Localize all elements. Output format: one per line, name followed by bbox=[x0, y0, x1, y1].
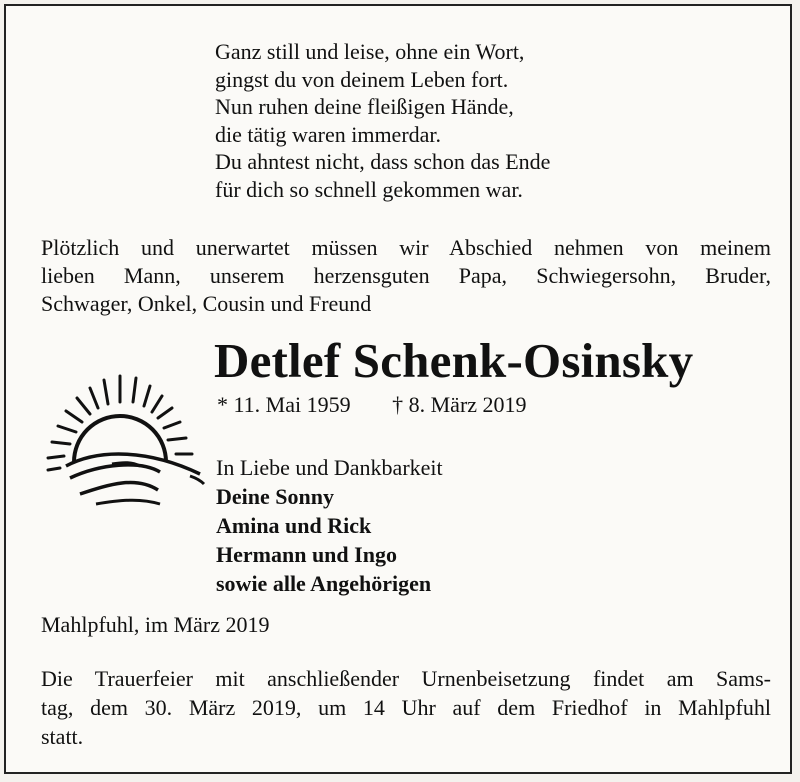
intro-text bbox=[41, 234, 771, 318]
intro-line: Plötzlich und unerwartet müssen wir Abschied nehmen von meinem bbox=[41, 235, 771, 260]
place-date: Mahlpfuhl, im März 2019 bbox=[41, 612, 270, 637]
mourner-name: sowie alle Angehörigen bbox=[216, 571, 432, 596]
life-dates bbox=[217, 392, 527, 418]
poem-line: für dich so schnell gekommen war. bbox=[215, 176, 523, 202]
funeral-service-text bbox=[41, 664, 771, 751]
service-line: tag, dem 30. März 2019, um 14 Uhr auf dem Friedhof in Mahlpfuhl bbox=[41, 695, 771, 720]
service-line: statt. bbox=[41, 724, 84, 749]
poem-line: die tätig waren immerdar. bbox=[215, 121, 442, 147]
intro-line: Schwager, Onkel, Cousin und Freund bbox=[41, 291, 372, 316]
mourner-name: Hermann und Ingo bbox=[216, 542, 397, 567]
poem-line: Nun ruhen deine fleißigen Hände, bbox=[215, 94, 514, 119]
mourners bbox=[216, 453, 443, 598]
greeting: In Liebe und Dankbarkeit bbox=[216, 455, 443, 480]
mourner-name: Deine Sonny bbox=[216, 484, 334, 509]
poem-line: Ganz still und leise, ohne ein Wort, bbox=[215, 39, 525, 64]
poem-line: gingst du von deinem Leben fort. bbox=[215, 66, 509, 92]
service-line: Die Trauerfeier mit anschließender Urnenbeisetzung findet am Sams- bbox=[41, 666, 771, 691]
poem-line: Du ahntest nicht, dass schon das Ende bbox=[215, 149, 551, 174]
deceased-name: Detlef Schenk-Osinsky bbox=[214, 333, 694, 388]
death-date: † 8. März 2019 bbox=[392, 392, 527, 417]
obituary-frame bbox=[4, 4, 792, 774]
mourner-name: Amina und Rick bbox=[216, 513, 372, 538]
intro-line: lieben Mann, unserem herzensguten Papa, Schwiegersohn, Bruder, bbox=[41, 263, 771, 288]
sunset-over-hills-icon bbox=[40, 366, 206, 508]
poem bbox=[215, 38, 550, 203]
birth-date: * 11. Mai 1959 bbox=[217, 392, 351, 417]
